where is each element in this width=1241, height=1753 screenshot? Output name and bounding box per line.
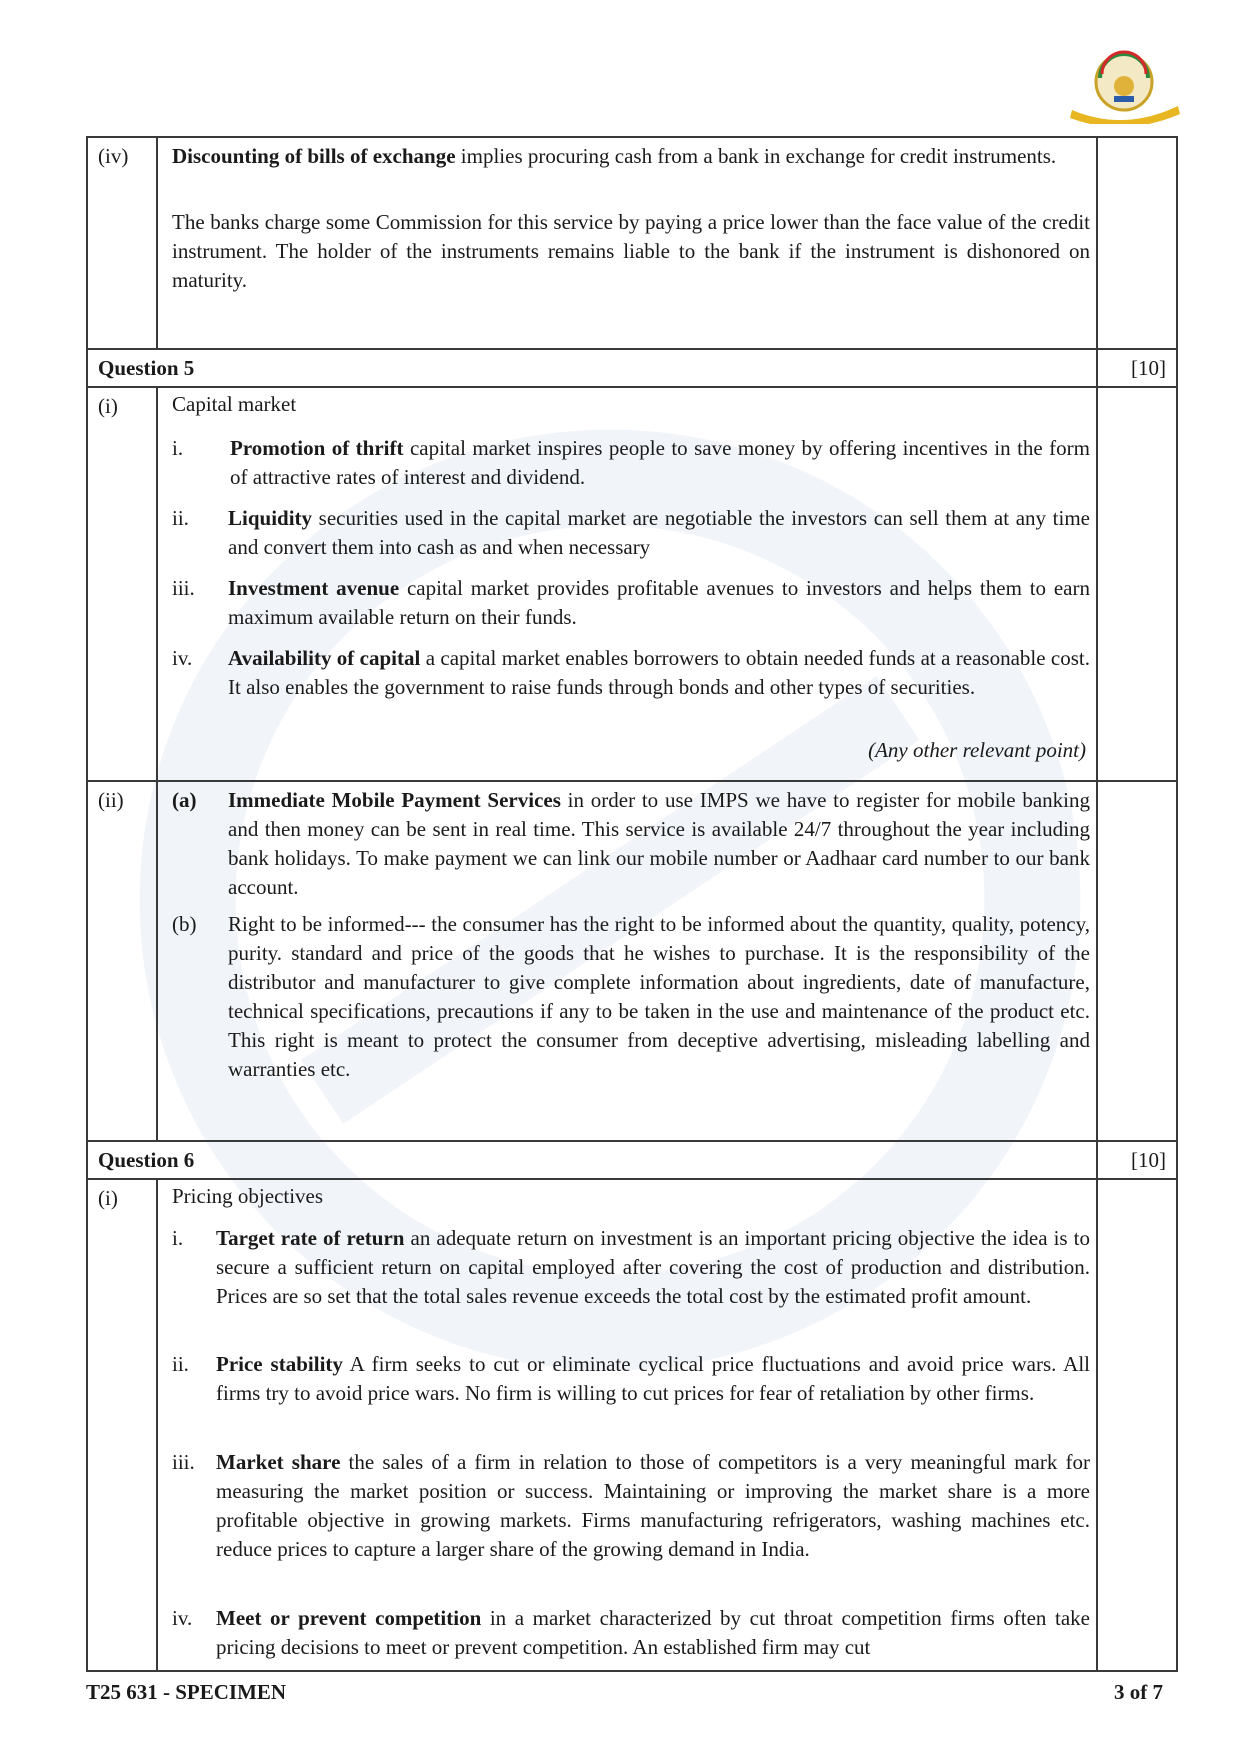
question-label: Question 5 <box>98 356 195 380</box>
answer-paragraph: Discounting of bills of exchange implies procuring cash from a bank in exchange for credit instruments. <box>172 144 1057 168</box>
answer-block-q6-i: (i) Pricing objectives i. Target rate of return an adequate return on investment is an important pricing objective the idea is to secure a sufficient return on capital employed after covering the cost of production and distribution. Prices are so set that the total sales revenue exceeds the total cost by the estimated profit amount. ii. Price stability A firm seeks to cut or eliminate cyclical price fluctuations and avoid price wars. All firms try to avoid price wars. No firm is willing to cut prices for fear of retaliation by other firms. iii. Market share the sales of a firm in relation to those of competitors is a very meaningful mark for measuring the market position or success. Maintaining or improving the market share is a more profitable objective in growing markets. Firms manufacturing refrigerators, washing machines etc. reduce prices to capture a larger share of the growing demand in India. iv. Meet or prevent competition in a market characterized by cut throat competition firms often take pricing decisions to meet or prevent competition. An established firm may cut <box>86 1178 1178 1672</box>
key-term: Liquidity <box>228 506 313 530</box>
answer-paragraph: The banks charge some Commission for this service by paying a price lower than the face value of the credit instrument. The holder of the instruments remains liable to the bank if the instrument is dishonored on maturity. <box>172 210 1090 292</box>
key-term: Availability of capital <box>228 646 421 670</box>
footer-rule <box>86 1670 1178 1672</box>
answer-block-q5-ii: (ii) (a) Immediate Mobile Payment Services in order to use IMPS we have to register for mobile banking and then money can be sent in real time. This service is available 24/7 throughout the year including bank holidays. To make payment we can link our mobile number or Aadhaar card number to our bank account. (b) Right to be informed--- the consumer has the right to be informed about the quantity, quality, potency, purity. standard and price of the goods that he wishes to purchase. It is the responsibility of the distributor and manufacturer to give complete information about ingredients, date of manufacture, technical specifications, precautions if any to be taken in the use and maintenance of the product etc. This right is meant to protect the consumer from deceptive advertising, misleading labelling and warranties etc. <box>86 780 1178 1142</box>
part-number: (i) <box>98 394 118 418</box>
marks-badge: [10] <box>1131 356 1166 380</box>
part-number: (ii) <box>98 788 124 812</box>
key-term: Investment avenue <box>228 576 400 600</box>
answer-heading: Capital market <box>172 392 297 416</box>
question-6-header <box>86 1140 1178 1180</box>
note-text: (Any other relevant point) <box>868 738 1086 762</box>
key-term: Discounting of bills of exchange <box>172 144 456 168</box>
part-number: (i) <box>98 1186 118 1210</box>
answer-block-q4-iv <box>86 136 1178 350</box>
question-label: Question 6 <box>98 1148 195 1172</box>
key-term: Target rate of return <box>216 1226 405 1250</box>
question-5-header <box>86 348 1178 388</box>
cisce-logo <box>1064 48 1184 124</box>
key-term: Meet or prevent competition <box>216 1606 482 1630</box>
key-term: Price stability <box>216 1352 343 1376</box>
marks-badge: [10] <box>1131 1148 1166 1172</box>
answer-heading: Pricing objectives <box>172 1184 324 1208</box>
key-term: Immediate Mobile Payment Services <box>228 788 561 812</box>
answer-block-q5-i: (i) Capital market i. Promotion of thrift capital market inspires people to save money by offering incentives in the form of attractive rates of interest and dividend. ii. Liquidity securities used in the capital market are negotiable the investors can sell them at any time and convert them into cash as and when necessary iii. Investment avenue capital market provides profitable avenues to investors and helps them to earn maximum available return on their funds. iv. Availability of capital a capital market enables borrowers to obtain needed funds at a reasonable cost. It also enables the government to raise funds through bonds and other types of securities. (Any other relevant point) <box>86 386 1178 782</box>
key-term: Promotion of thrift <box>230 436 404 460</box>
document-code: T25 631 - SPECIMEN <box>86 1680 287 1704</box>
page-number: 3 of 7 <box>1114 1680 1163 1704</box>
key-term: Market share <box>216 1450 341 1474</box>
part-number: (iv) <box>98 144 129 168</box>
